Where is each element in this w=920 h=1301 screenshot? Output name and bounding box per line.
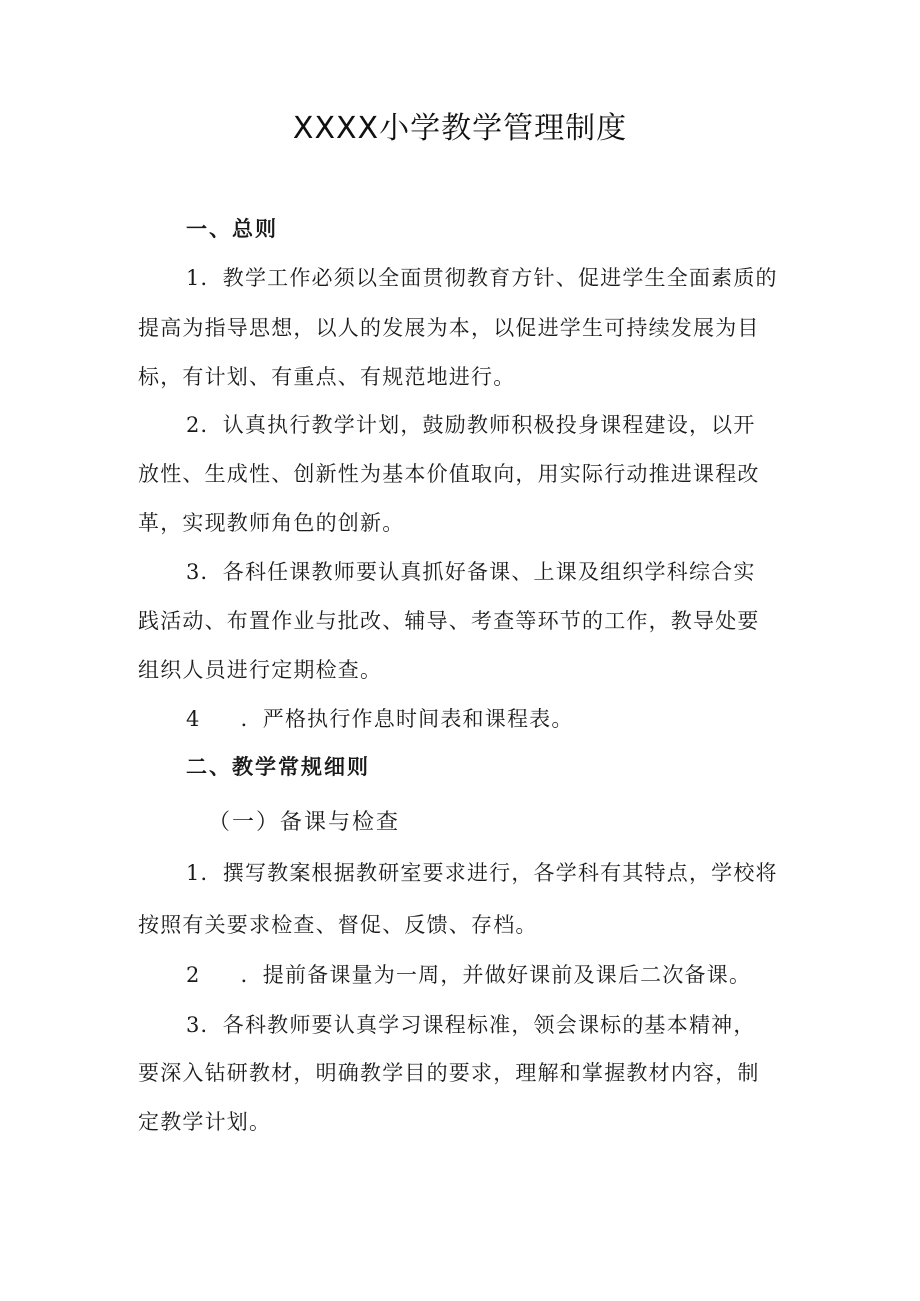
paragraph-line: 2．认真执行教学计划，鼓励教师积极投身课程建设，以开 bbox=[186, 413, 756, 437]
item-text: ．提前备课量为一周，并做好课前及课后二次备课。 bbox=[240, 963, 752, 987]
paragraph-line: 要深入钻研教材，明确教学目的要求，理解和掌握教材内容，制 bbox=[138, 1061, 760, 1085]
section-heading-general: 一、总则 bbox=[186, 217, 278, 241]
paragraph-line bbox=[186, 960, 790, 990]
paragraph-line: 1．撰写教案根据教研室要求进行，各学科有其特点，学校将 bbox=[186, 861, 778, 885]
paragraph-line: 组织人员进行定期检查。 bbox=[138, 658, 383, 682]
paragraph-line: 革，实现教师角色的创新。 bbox=[138, 511, 405, 535]
paragraph-line: 提高为指导思想，以人的发展为本，以促进学生可持续发展为目 bbox=[138, 316, 760, 340]
paragraph-line: 践活动、布置作业与批改、辅导、考查等环节的工作，教导处要 bbox=[138, 609, 760, 633]
paragraph-line: 3．各科教师要认真学习课程标准，领会课标的基本精神， bbox=[186, 1013, 756, 1037]
paragraph-line: 3．各科任课教师要认真抓好备课、上课及组织学科综合实 bbox=[186, 560, 756, 584]
paragraph-line: 1．教学工作必须以全面贯彻教育方针、促进学生全面素质的 bbox=[186, 266, 778, 290]
paragraph-line: 放性、生成性、创新性为基本价值取向，用实际行动推进课程改 bbox=[138, 462, 760, 486]
paragraph-line: 标，有计划、有重点、有规范地进行。 bbox=[138, 365, 516, 389]
item-number: 2 bbox=[186, 963, 201, 987]
item-text: ．严格执行作息时间表和课程表。 bbox=[240, 707, 574, 731]
item-number: 4 bbox=[186, 707, 201, 731]
subsection-heading-lesson-prep: （一）备课与检查 bbox=[208, 810, 401, 835]
section-heading-rules: 二、教学常规细则 bbox=[186, 755, 370, 779]
paragraph-line: 定教学计划。 bbox=[138, 1110, 272, 1134]
document-title: XXXX小学教学管理制度 bbox=[292, 111, 628, 146]
paragraph-line bbox=[186, 704, 790, 734]
paragraph-line: 按照有关要求检查、督促、反馈、存档。 bbox=[138, 913, 538, 937]
